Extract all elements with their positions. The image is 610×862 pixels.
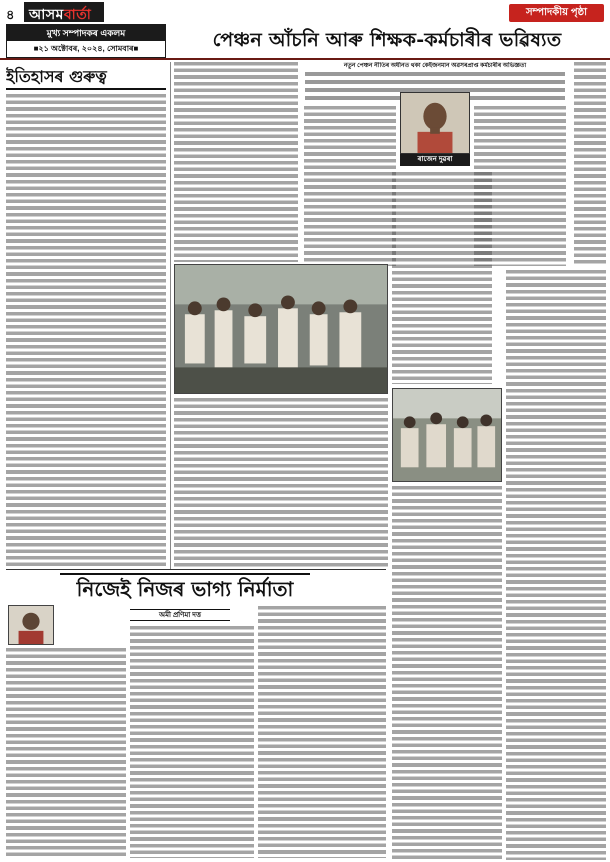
crowd-photo-icon bbox=[175, 265, 387, 393]
main-story-column-2-middle bbox=[392, 172, 492, 384]
second-story-column-1 bbox=[6, 648, 126, 858]
newspaper-logo bbox=[24, 2, 104, 22]
main-story-column-1-top bbox=[174, 62, 298, 262]
page-header bbox=[0, 0, 610, 60]
author-portrait bbox=[400, 92, 470, 154]
editorial-heading: ইতিহাসৰ গুৰুত্ব bbox=[6, 64, 166, 90]
main-story-column-4 bbox=[506, 270, 606, 860]
author-byline: ৰাজেন দুৱৰা bbox=[400, 154, 470, 166]
column-divider bbox=[170, 62, 171, 570]
page-section-tag: সম্পাদকীয় পৃষ্ঠা bbox=[509, 4, 604, 22]
lead-first-line: নতুন পেঞ্চন নীতিৰ অধীনত থকা কেইজনমান অৱসৰপ্ৰাপ্ত কৰ্মচাৰীৰ অভিজ্ঞতা bbox=[343, 63, 527, 69]
section-divider bbox=[6, 569, 386, 570]
page-number: ৪ bbox=[6, 8, 15, 23]
main-headline: পেঞ্চন আঁচনি আৰু শিক্ষক-কৰ্মচাৰীৰ ভৱিষ্যত bbox=[212, 29, 562, 51]
editor-box bbox=[6, 24, 166, 58]
second-story-photo bbox=[392, 388, 502, 482]
second-story-thumbnail bbox=[8, 605, 54, 645]
main-story-column-2-top bbox=[304, 106, 396, 266]
logo-accent-text: বাৰ্তা bbox=[63, 7, 92, 23]
editor-box-title: মুখ্য সম্পাদকৰ একলম bbox=[7, 25, 165, 41]
editor-box-date: ■২১ অক্টোবৰ, ২০২৪, সোমবাৰ■ bbox=[33, 44, 139, 53]
logo-main-text: আসম bbox=[29, 7, 64, 23]
main-story-column-3-bottom bbox=[392, 486, 502, 860]
portrait-icon bbox=[401, 93, 469, 153]
second-story-headline: নিজেই নিজৰ ভাগ্য নিৰ্মাতা bbox=[60, 573, 310, 601]
main-story-column-5-top bbox=[574, 62, 606, 266]
second-story-column-2 bbox=[130, 626, 254, 858]
main-story-photo bbox=[174, 264, 388, 394]
second-story-author: অমী প্ৰণিমা দত্ত bbox=[130, 609, 230, 621]
main-story-column-1-bottom bbox=[174, 398, 388, 568]
second-story-column-3 bbox=[258, 606, 386, 858]
protest-photo-icon bbox=[393, 389, 501, 481]
editorial-body-text bbox=[6, 94, 166, 566]
thumbnail-icon bbox=[9, 606, 53, 644]
